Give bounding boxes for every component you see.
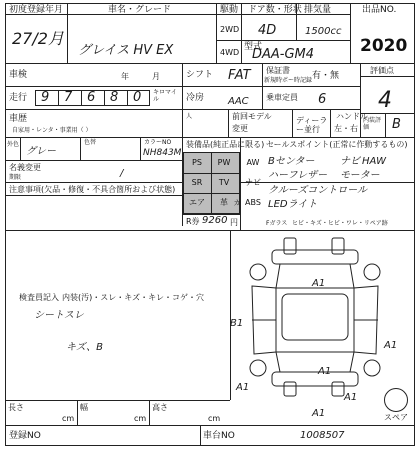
height-unit: cm xyxy=(208,414,221,423)
divider xyxy=(216,40,350,41)
width-label: 幅 xyxy=(80,403,88,412)
name-grade-value: グレイス HV EX xyxy=(78,43,174,58)
sales-point: ハーフレザー xyxy=(268,170,328,181)
name-change-value: / xyxy=(120,168,124,179)
sales-point: ナビ xyxy=(340,156,360,167)
length-label: 長さ xyxy=(8,403,24,412)
glass-options: ヒビ・キズ・ヒビ・ワレ・リペア跡 xyxy=(292,220,388,227)
interior-label: 内装評価 xyxy=(363,117,382,131)
mileage-digit: 7 xyxy=(64,90,73,105)
shaken-label: 車検 xyxy=(9,70,28,80)
divider xyxy=(385,113,386,137)
spare-tire-icon xyxy=(384,388,408,412)
divider xyxy=(5,400,230,401)
mileage-digit: 9 xyxy=(41,90,50,105)
lot-value: 2020 xyxy=(360,36,408,56)
chassis-value: 1008507 xyxy=(300,430,345,441)
divider xyxy=(216,3,217,63)
equipment-title: 装備品(純正品に限る) xyxy=(186,140,265,149)
divider xyxy=(292,109,293,137)
warranty-value: 有・無 xyxy=(312,71,340,81)
length-unit: cm xyxy=(62,414,75,423)
damage-mark: A1 xyxy=(312,278,326,289)
sales-point: Bセンター xyxy=(268,156,315,167)
divider xyxy=(360,113,415,114)
damage-mark: A1 xyxy=(236,382,250,393)
mileage-digit: 6 xyxy=(87,90,96,105)
divider xyxy=(360,76,415,77)
damage-mark: A1 xyxy=(344,392,358,403)
ac-value: AAC xyxy=(228,96,249,107)
equipment-item-aircon: エア xyxy=(189,198,205,207)
damage-mark: A1 xyxy=(384,340,398,351)
drive-2wd: 2WD xyxy=(220,25,240,34)
divider xyxy=(81,90,82,106)
handle-label: ハンドル xyxy=(336,112,368,121)
sales-point: LEDライト xyxy=(268,199,318,210)
original-color-label: 色替 xyxy=(84,139,97,146)
divider xyxy=(77,400,78,425)
equipment-item-aw: AW xyxy=(246,158,260,167)
seats-label: 乗車定員 xyxy=(266,93,298,102)
first-reg-label: 初度登録年月 xyxy=(9,5,64,15)
color-no-value: NH843M xyxy=(143,148,182,158)
sales-points-title: セールスポイント(正常に作動するもの) xyxy=(266,140,408,149)
equipment-item-abs: ABS xyxy=(245,198,261,207)
warranty-sub: 新規時ボー時記録 xyxy=(264,77,313,84)
divider xyxy=(104,90,105,106)
use-options: 自家用・レンタ・事業用（ ） xyxy=(12,127,92,134)
width-unit: cm xyxy=(134,414,147,423)
seats-unit: 人 xyxy=(186,113,193,120)
sales-point: クルーズコントロール xyxy=(268,185,367,196)
dealer-label: ディーラー並行 xyxy=(296,116,328,134)
divider xyxy=(127,90,128,106)
name-grade-label: 車名・グレード xyxy=(108,5,172,15)
divider xyxy=(240,137,241,230)
warranty-label: 保証書 xyxy=(266,66,290,75)
divider xyxy=(5,137,415,138)
equipment-item-ps: PS xyxy=(192,158,202,167)
model-value: DAA-GM4 xyxy=(252,47,315,62)
model-change-label: 前回モデル xyxy=(232,112,272,121)
equipment-item-navi: ナビ xyxy=(245,178,261,187)
divider xyxy=(5,160,182,161)
glass-label: Fガラス xyxy=(266,220,288,227)
recycle-value: 9260 xyxy=(202,215,228,226)
inspector-line: キズ、B xyxy=(66,342,103,353)
divider xyxy=(20,137,21,160)
mileage-digit: 0 xyxy=(133,90,142,105)
exterior-value: グレー xyxy=(26,146,56,157)
exterior-label: 外色 xyxy=(7,141,20,148)
divider xyxy=(67,3,68,63)
shift-value: FAT xyxy=(228,68,251,83)
divider xyxy=(5,195,182,196)
divider xyxy=(330,109,331,137)
first-reg-value: 27/2月 xyxy=(12,29,64,48)
divider xyxy=(360,63,361,137)
name-change-sub: 期限 xyxy=(9,174,22,181)
mileage-label: 走行 xyxy=(9,93,28,103)
height-label: 高さ xyxy=(152,403,168,412)
recycle-unit: 円 xyxy=(230,218,238,227)
damage-mark: B1 xyxy=(230,318,244,329)
divider xyxy=(211,152,212,214)
equipment-item-ka: カ xyxy=(233,199,241,207)
door-label: ドア数・形状 xyxy=(248,5,302,15)
sales-point: HAW xyxy=(362,156,387,167)
mileage-unit: キロマイル xyxy=(153,89,177,103)
inspector-title: 検査員記入 xyxy=(19,293,59,302)
spare-label: スペア xyxy=(384,413,408,422)
handle-value: 左・右 xyxy=(334,124,358,133)
ac-label: 冷房 xyxy=(186,93,205,103)
divider xyxy=(58,90,59,106)
score-value: 4 xyxy=(378,88,392,113)
divider xyxy=(149,400,150,425)
damage-mark: A1 xyxy=(312,408,326,419)
notes-title: 注意事項(欠品・修復・不具合箇所および状態) xyxy=(9,185,176,194)
inspector-options: 内装(汚)・スレ・キズ・キレ・コゲ・穴 xyxy=(62,293,205,302)
divider xyxy=(5,63,415,64)
equipment-item-pw: PW xyxy=(217,158,231,167)
divider xyxy=(5,230,415,231)
damage-mark: A1 xyxy=(318,366,332,377)
lot-label: 出品NO. xyxy=(362,5,397,15)
color-no-label: カラーNO xyxy=(144,139,172,146)
divider xyxy=(140,137,141,160)
divider xyxy=(350,3,351,63)
divider xyxy=(230,231,231,400)
chassis-label: 車台NO xyxy=(203,431,235,441)
seats-value: 6 xyxy=(318,92,327,107)
score-label: 評価点 xyxy=(370,66,394,75)
shaken-month: 月 xyxy=(152,72,160,81)
inspector-line: シートスレ xyxy=(34,310,84,321)
door-value: 4D xyxy=(258,23,277,38)
model-label: 型式 xyxy=(244,42,263,52)
divider xyxy=(241,3,242,63)
displacement-label: 排気量 xyxy=(304,5,332,15)
divider xyxy=(200,425,201,446)
equipment-item-tv: TV xyxy=(218,178,230,187)
shaken-year: 年 xyxy=(121,72,129,81)
drive-4wd: 4WD xyxy=(220,48,240,57)
name-change-label: 名義変更 xyxy=(9,163,41,172)
sales-point: モーター xyxy=(340,170,380,181)
interior-value: B xyxy=(392,117,401,132)
use-label: 車歴 xyxy=(9,114,28,124)
recycle-label: R券 xyxy=(186,217,200,226)
displacement-value: 1500cc xyxy=(305,26,342,37)
equipment-item-sr: SR xyxy=(191,178,203,187)
mileage-digit: 8 xyxy=(110,90,119,105)
divider xyxy=(80,137,81,160)
divider xyxy=(5,109,360,110)
reg-no-label: 登録NO xyxy=(9,431,41,441)
equipment-item-leather: 革 xyxy=(220,198,228,207)
divider xyxy=(262,63,263,109)
shift-label: シフト xyxy=(186,70,214,80)
drive-label: 駆動 xyxy=(220,5,239,15)
divider xyxy=(228,109,229,137)
model-change-sub: 変更 xyxy=(232,124,248,133)
divider xyxy=(5,425,415,426)
